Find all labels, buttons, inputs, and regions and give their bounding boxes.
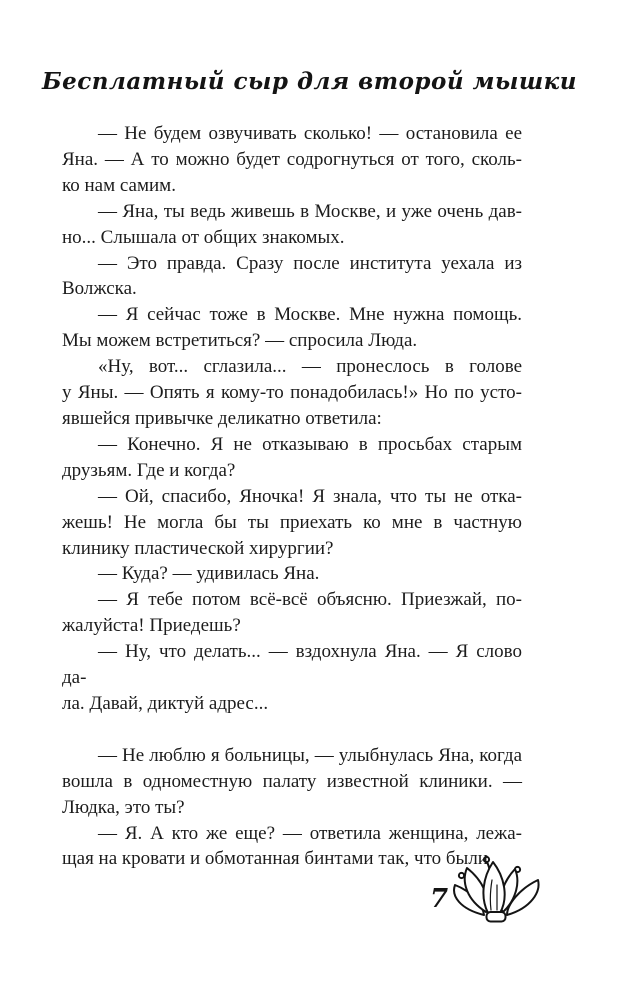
text-line: Мы можем встретиться? — спросила Люда.	[62, 330, 418, 352]
paragraph	[62, 484, 522, 562]
text-line: — Я. А кто же еще? — ответила женщина, лежа-	[98, 822, 522, 844]
text-line: явшейся привычке деликатно ответила:	[62, 407, 382, 429]
paragraph	[62, 639, 522, 717]
text-line: — Это правда. Сразу после института уехала из	[98, 252, 522, 274]
text-line: клинику пластической хирургии?	[62, 537, 334, 559]
paragraph	[62, 251, 522, 303]
text-line: — Ой, спасибо, Яночка! Я знала, что ты не отка-	[98, 485, 522, 507]
text-line: ко нам самим.	[62, 174, 176, 196]
text-line: но... Слышала от общих знакомых.	[62, 226, 345, 248]
text-line: Яна. — А то можно будет содрогнуться от того, сколь-	[62, 148, 522, 170]
text-line: — Яна, ты ведь живешь в Москве, и уже очень дав-	[98, 200, 522, 222]
text-line: Волжска.	[62, 278, 137, 300]
text-line: — Я тебе потом всё-всё объясню. Приезжай, по-	[98, 589, 522, 611]
text-line: вошла в одноместную палату известной клиники. —	[62, 770, 522, 792]
text-line: — Конечно. Я не отказываю в просьбах старым	[98, 433, 522, 455]
text-line: — Ну, что делать... — вздохнула Яна. — Я слово да-	[62, 641, 522, 689]
text-line: Людка, это ты?	[62, 796, 185, 818]
paragraph	[62, 302, 522, 354]
lotus-flower-icon	[447, 852, 545, 926]
text-line: — Куда? — удивилась Яна.	[98, 563, 320, 585]
text-line: у Яны. — Опять я кому-то понадобилась!» Но по усто-	[62, 382, 522, 404]
page-body	[62, 121, 522, 872]
paragraph	[62, 561, 522, 587]
paragraph	[62, 199, 522, 251]
paragraph	[62, 354, 522, 432]
text-line: — Не люблю я больницы, — улыбнулась Яна, когда	[98, 744, 522, 766]
text-line: жешь! Не могла бы ты приехать ко мне в частную	[62, 511, 522, 533]
text-line: жалуйста! Приедешь?	[62, 615, 241, 637]
paragraph	[62, 743, 522, 821]
text-line: — Не будем озвучивать сколько! — остановила ее	[98, 123, 522, 144]
text-line: ла. Давай, диктуй адрес...	[62, 692, 269, 714]
paragraph	[62, 587, 522, 639]
paragraph	[62, 121, 522, 199]
page-number: 7	[430, 884, 449, 914]
text-line: друзьям. Где и когда?	[62, 459, 236, 481]
text-line: «Ну, вот... сглазила... — пронеслось в голове	[98, 356, 522, 378]
running-header: Бесплатный сыр для второй мышки	[42, 68, 577, 95]
text-line: щая на кровати и обмотанная бинтами так, что были	[62, 848, 488, 870]
text-line: — Я сейчас тоже в Москве. Мне нужна помощь.	[98, 304, 522, 326]
paragraph	[62, 432, 522, 484]
